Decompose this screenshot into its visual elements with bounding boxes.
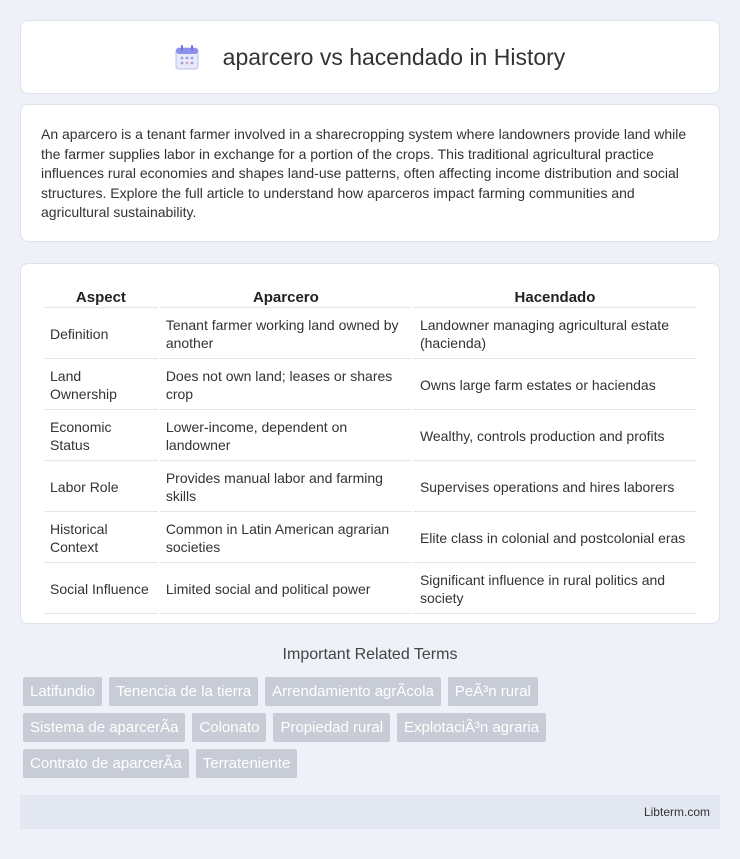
cell-hacendado: Landowner managing agricultural estate (hacienda)	[414, 310, 696, 359]
header-hacendado: Hacendado	[414, 286, 696, 308]
table-row	[44, 310, 696, 359]
cell-aspect: Social Influence	[44, 565, 158, 614]
related-term-tag[interactable]: Propiedad rural	[273, 713, 390, 742]
related-terms-title: Important Related Terms	[282, 646, 458, 663]
intro-card	[20, 104, 720, 242]
related-term-tag[interactable]: Terrateniente	[196, 749, 298, 778]
header-aparcero: Aparcero	[160, 286, 412, 308]
cell-hacendado: Significant influence in rural politics and society	[414, 565, 696, 614]
cell-aspect: Land Ownership	[44, 361, 158, 410]
related-term-tag[interactable]: Contrato de aparcerÃa	[23, 749, 189, 778]
cell-aspect: Definition	[44, 310, 158, 359]
table-row	[44, 565, 696, 614]
footer-brand[interactable]: Libterm.com	[643, 805, 710, 819]
cell-aparcero: Does not own land; leases or shares crop	[160, 361, 412, 410]
footer	[20, 795, 720, 829]
related-term-tag[interactable]: Latifundio	[23, 677, 102, 706]
table-row	[44, 361, 696, 410]
intro-text: An aparcero is a tenant farmer involved in a sharecropping system where landowners provide land while the farmer supplies labor in exchange for a portion of the crops. This traditional agricultural practice influences rural economies and shapes land-use patterns, often affecting income distribution and social structures. Explore the full article to understand how aparceros impact farming communities and agricultural sustainability.	[41, 126, 687, 221]
comparison-table	[42, 284, 698, 616]
calendar-icon	[175, 44, 199, 70]
cell-aparcero: Tenant farmer working land owned by another	[160, 310, 412, 359]
cell-aparcero: Limited social and political power	[160, 565, 412, 614]
related-term-tag[interactable]: Tenencia de la tierra	[109, 677, 258, 706]
related-term-tag[interactable]: ExplotaciÃ³n agraria	[397, 713, 546, 742]
header-card	[20, 20, 720, 94]
cell-aspect: Economic Status	[44, 412, 158, 461]
table-row	[44, 412, 696, 461]
related-terms-list	[23, 677, 623, 778]
cell-aparcero: Provides manual labor and farming skills	[160, 463, 412, 512]
table-row	[44, 463, 696, 512]
cell-aspect: Historical Context	[44, 514, 158, 563]
related-term-tag[interactable]: Sistema de aparcerÃa	[23, 713, 185, 742]
comparison-table-card	[20, 263, 720, 624]
cell-hacendado: Wealthy, controls production and profits	[414, 412, 696, 461]
header-aspect: Aspect	[44, 286, 158, 308]
cell-aspect: Labor Role	[44, 463, 158, 512]
related-term-tag[interactable]: PeÃ³n rural	[448, 677, 538, 706]
table-row	[44, 514, 696, 563]
cell-hacendado: Elite class in colonial and postcolonial eras	[414, 514, 696, 563]
cell-hacendado: Owns large farm estates or haciendas	[414, 361, 696, 410]
page-title: aparcero vs hacendado in History	[222, 43, 566, 70]
cell-aparcero: Lower-income, dependent on landowner	[160, 412, 412, 461]
table-header-row	[44, 286, 696, 308]
related-term-tag[interactable]: Arrendamiento agrÃcola	[265, 677, 441, 706]
related-term-tag[interactable]: Colonato	[192, 713, 266, 742]
cell-aparcero: Common in Latin American agrarian societies	[160, 514, 412, 563]
cell-hacendado: Supervises operations and hires laborers	[414, 463, 696, 512]
